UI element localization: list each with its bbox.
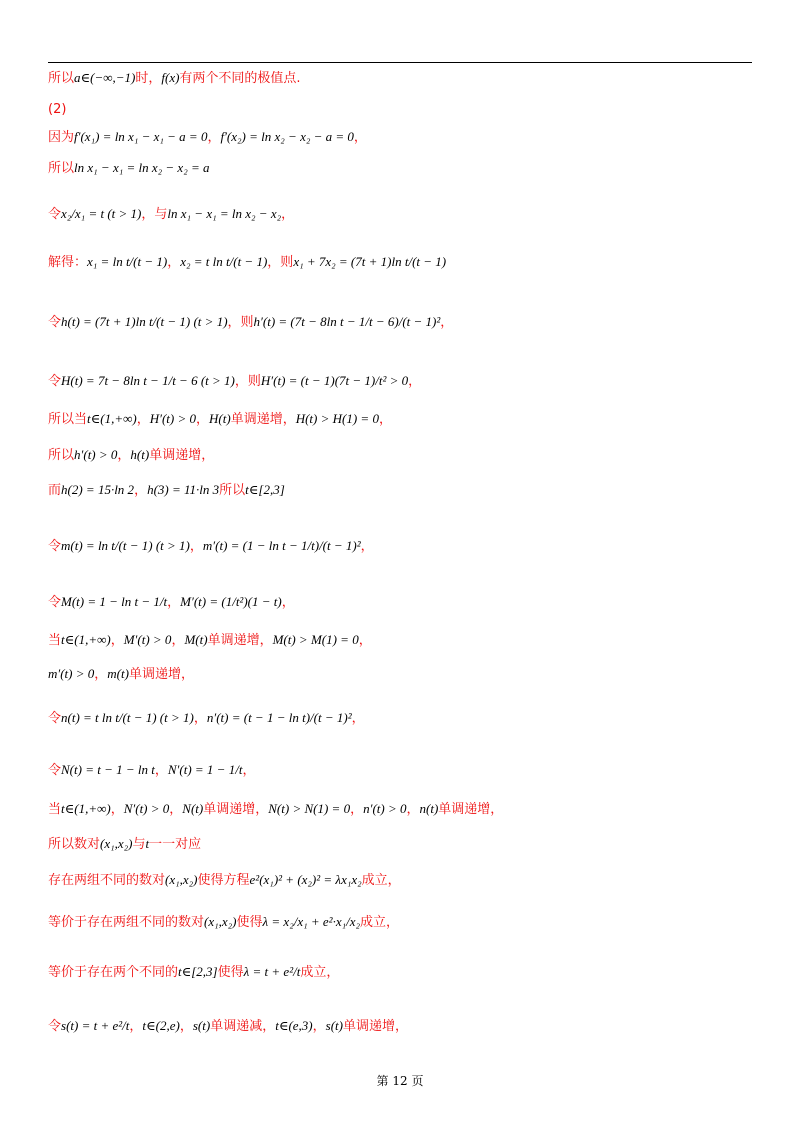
- prose-text: ，: [136, 412, 150, 427]
- math-expression: N(t): [182, 801, 204, 816]
- prose-text: ，: [360, 539, 374, 554]
- math-expression: t∈(1,+∞): [61, 632, 111, 647]
- math-expression: M′(t) > 0: [123, 632, 172, 647]
- text-line: [48, 314, 453, 331]
- prose-text: ，: [350, 802, 364, 817]
- math-expression: m(t): [107, 666, 129, 681]
- text-line: [48, 964, 339, 981]
- math-expression: (x₁,x₂): [165, 872, 198, 887]
- math-expression: a∈(−∞,−1): [74, 70, 136, 85]
- math-expression: t∈(1,+∞): [87, 411, 137, 426]
- math-expression: N(t) = t − 1 − ln t: [61, 762, 155, 777]
- prose-text: ，: [179, 1019, 193, 1034]
- math-expression: m′(t) > 0: [48, 666, 95, 681]
- math-expression: h′(t) = (7t − 8ln t − 1/t − 6)/(t − 1)²: [253, 314, 441, 329]
- text-line: [48, 482, 285, 499]
- math-expression: t∈[2,3]: [245, 482, 285, 497]
- math-expression: f′(x₂) = ln x₂ − x₂ − a = 0: [220, 129, 354, 144]
- prose-text: (2): [48, 102, 67, 117]
- text-line: [48, 872, 401, 889]
- text-line: [48, 538, 374, 555]
- prose-text: 当: [48, 802, 62, 817]
- prose-text: 使得方程: [197, 873, 250, 888]
- math-expression: M(t) = 1 − ln t − 1/t: [61, 594, 168, 609]
- math-expression: t∈(e,3): [275, 1018, 313, 1033]
- prose-text: ，则: [234, 374, 261, 389]
- prose-text: ，: [154, 763, 168, 778]
- prose-text: ，: [196, 412, 210, 427]
- math-expression: h(t): [130, 447, 150, 462]
- math-expression: s(t): [192, 1018, 211, 1033]
- prose-text: 等价于存在两个不同的: [48, 965, 179, 980]
- prose-text: 单调递增，: [438, 802, 504, 817]
- prose-text: ，: [408, 374, 422, 389]
- math-expression: x₁ = ln t/(t − 1): [87, 254, 168, 269]
- prose-text: 成立，: [361, 873, 401, 888]
- math-expression: s(t) = t + e²/t: [61, 1018, 130, 1033]
- prose-text: 一一对应: [149, 837, 202, 852]
- prose-text: 因为: [48, 130, 75, 145]
- math-expression: m′(t) = (1 − ln t − 1/t)/(t − 1)²: [202, 538, 361, 553]
- prose-text: 令: [48, 595, 62, 610]
- math-expression: n′(t) = (t − 1 − ln t)/(t − 1)²: [206, 710, 352, 725]
- prose-text: ，: [110, 633, 124, 648]
- math-expression: H′(t) = (t − 1)(7t − 1)/t² > 0: [260, 373, 409, 388]
- prose-text: 单调递增，: [128, 667, 194, 682]
- prose-text: 所以数对: [48, 837, 101, 852]
- prose-text: ，: [281, 595, 295, 610]
- prose-text: ，: [169, 802, 183, 817]
- math-expression: (x₁,x₂): [204, 914, 237, 929]
- math-expression: t∈(1,+∞): [61, 801, 111, 816]
- math-expression: N′(t) > 0: [123, 801, 170, 816]
- prose-text: 而: [48, 483, 62, 498]
- math-expression: e²(x₁)² + (x₂)² = λx₁x₂: [249, 872, 362, 887]
- prose-text: 解得：: [48, 255, 88, 270]
- math-expression: N(t) > N(1) = 0: [268, 801, 351, 816]
- text-line: [48, 206, 294, 223]
- prose-text: ，: [242, 763, 256, 778]
- text-line: [48, 762, 255, 779]
- prose-text: 与: [132, 837, 146, 852]
- prose-text: ，则: [227, 315, 254, 330]
- text-line: [48, 129, 367, 146]
- prose-text: 单调递增，: [149, 448, 215, 463]
- math-expression: x₂/x₁ = t (t > 1): [61, 206, 142, 221]
- math-expression: n(t) = t ln t/(t − 1) (t > 1): [61, 710, 194, 725]
- prose-text: ，: [351, 711, 365, 726]
- math-expression: h(3) = 11·ln 3: [147, 482, 220, 497]
- prose-text: 单调递增，: [343, 1019, 409, 1034]
- math-expression: N′(t) = 1 − 1/t: [167, 762, 243, 777]
- prose-text: ，: [110, 802, 124, 817]
- prose-text: 时，: [135, 71, 162, 86]
- math-expression: x₁ + 7x₂ = (7t + 1)ln t/(t − 1): [293, 254, 447, 269]
- prose-text: 令: [48, 315, 62, 330]
- prose-text: 使得: [217, 965, 244, 980]
- text-line: [48, 373, 421, 390]
- text-line: [48, 836, 201, 853]
- prose-text: 令: [48, 539, 62, 554]
- page-number: 第 12 页: [376, 1074, 424, 1088]
- text-line: [48, 160, 210, 177]
- prose-text: 单调递增，: [207, 633, 273, 648]
- prose-text: ，: [353, 130, 367, 145]
- prose-text: 令: [48, 207, 62, 222]
- text-line: [48, 254, 446, 271]
- math-expression: t∈[2,3]: [178, 964, 218, 979]
- prose-text: ，: [117, 448, 131, 463]
- prose-text: 所以: [48, 161, 75, 176]
- prose-text: 令: [48, 711, 62, 726]
- math-expression: h(2) = 15·ln 2: [61, 482, 135, 497]
- prose-text: 所以: [48, 71, 75, 86]
- text-line: [48, 447, 214, 464]
- prose-text: 成立，: [300, 965, 340, 980]
- prose-text: 令: [48, 1019, 62, 1034]
- math-expression: H(t): [209, 411, 231, 426]
- math-expression: M(t): [184, 632, 208, 647]
- math-expression: M(t) > M(1) = 0: [272, 632, 359, 647]
- math-expression: H(t) = 7t − 8ln t − 1/t − 6 (t > 1): [61, 373, 235, 388]
- text-line: [48, 411, 392, 428]
- math-expression: λ = x₂/x₁ + e²·x₁/x₂: [262, 914, 361, 929]
- text-line: [48, 914, 399, 931]
- text-line: [48, 1018, 408, 1035]
- prose-text: ，: [171, 633, 185, 648]
- text-line: [48, 710, 365, 727]
- math-expression: n′(t) > 0: [363, 801, 407, 816]
- prose-text: 令: [48, 763, 62, 778]
- prose-text: 所以: [219, 483, 246, 498]
- math-expression: s(t): [325, 1018, 343, 1033]
- prose-text: ，: [440, 315, 454, 330]
- math-expression: x₂ = t ln t/(t − 1): [180, 254, 268, 269]
- math-expression: n(t): [419, 801, 439, 816]
- prose-text: ，: [207, 130, 221, 145]
- math-expression: t∈(2,e): [142, 1018, 180, 1033]
- math-expression: (x₁,x₂): [100, 836, 133, 851]
- math-expression: H(t) > H(1) = 0: [295, 411, 379, 426]
- math-expression: λ = t + e²/t: [243, 964, 301, 979]
- math-expression: f(x): [161, 70, 180, 85]
- prose-text: ，: [358, 633, 372, 648]
- prose-text: 成立，: [360, 915, 400, 930]
- prose-text: 使得: [236, 915, 263, 930]
- math-expression: M′(t) = (1/t²)(1 − t): [180, 594, 282, 609]
- text-line: [48, 801, 503, 818]
- prose-text: 所以: [48, 448, 75, 463]
- prose-text: 存在两组不同的数对: [48, 873, 166, 888]
- prose-text: ，则: [267, 255, 294, 270]
- math-expression: ln x₁ − x₁ = ln x₂ − x₂: [167, 206, 282, 221]
- prose-text: 单调递增，: [203, 802, 269, 817]
- prose-text: 单调递增，: [230, 412, 296, 427]
- text-line: [48, 666, 194, 683]
- math-expression: h(t) = (7t + 1)ln t/(t − 1) (t > 1): [61, 314, 228, 329]
- prose-text: ，: [94, 667, 108, 682]
- text-line: [48, 102, 66, 118]
- prose-text: 有两个不同的极值点.: [179, 71, 301, 86]
- prose-text: 当: [48, 633, 62, 648]
- prose-text: ，: [193, 711, 207, 726]
- math-expression: m(t) = ln t/(t − 1) (t > 1): [61, 538, 190, 553]
- prose-text: ，: [167, 595, 181, 610]
- prose-text: ，: [189, 539, 203, 554]
- prose-text: ，与: [141, 207, 168, 222]
- prose-text: 令: [48, 374, 62, 389]
- math-expression: H′(t) > 0: [149, 411, 196, 426]
- text-line: [48, 594, 295, 611]
- prose-text: ，: [167, 255, 181, 270]
- prose-text: ，: [134, 483, 148, 498]
- prose-text: 单调递减，: [210, 1019, 276, 1034]
- math-expression: f′(x₁) = ln x₁ − x₁ − a = 0: [74, 129, 208, 144]
- prose-text: ，: [312, 1019, 326, 1034]
- text-line: [48, 632, 372, 649]
- text-line: [48, 70, 301, 87]
- prose-text: ，: [281, 207, 295, 222]
- math-expression: t: [145, 836, 150, 851]
- header-rule: [48, 62, 752, 63]
- prose-text: ，: [406, 802, 420, 817]
- prose-text: 所以当: [48, 412, 88, 427]
- math-expression: h′(t) > 0: [74, 447, 118, 462]
- prose-text: ，: [378, 412, 392, 427]
- math-expression: ln x₁ − x₁ = ln x₂ − x₂ = a: [74, 160, 210, 175]
- prose-text: 等价于存在两组不同的数对: [48, 915, 205, 930]
- prose-text: ，: [129, 1019, 143, 1034]
